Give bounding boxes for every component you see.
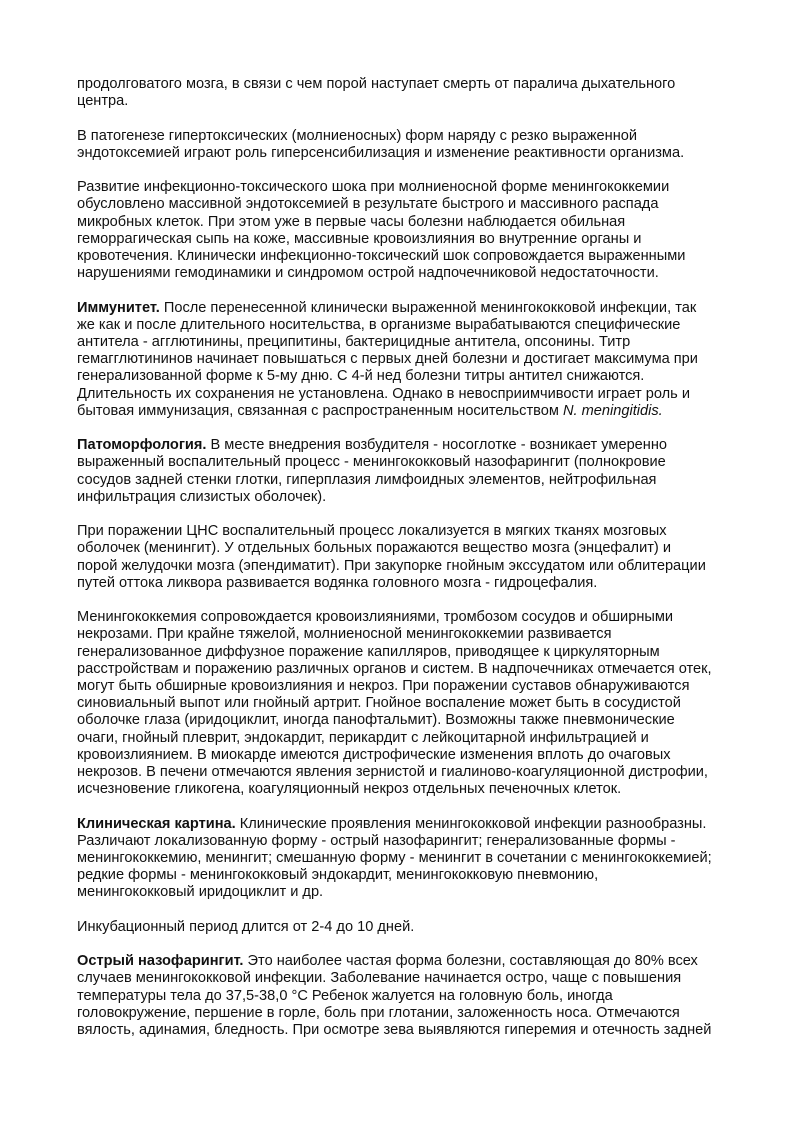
paragraph-text-line: обусловлено массивной эндотоксемией в результате быстрого и массивного распада [77,196,659,213]
document-body [77,76,727,1056]
paragraph-text-line: кровоизлиянием. В миокарде имеются дистрофические изменения вплоть до очаговых [77,746,671,763]
paragraph-text-line: генерализованное диффузное поражение капилляров, приводящее к циркуляторным [77,643,660,660]
paragraph-text-line: менингококковый иридоциклит и др. [77,884,324,901]
paragraph-text-line: Клинические проявления менингококковой инфекции разнообразны. [235,815,707,832]
paragraph-text-line: оболочек (менингит). У отдельных больных поражаются вещество мозга (энцефалит) и [77,540,671,557]
paragraph-text-line: геморрагическая сыпь на коже, массивные кровоизлияния во внутренние органы и [77,230,642,247]
paragraph [77,523,727,592]
paragraph-text-line: путей оттока ликвора развивается водянка головного мозга - гидроцефалия. [77,574,598,591]
paragraph-text-line: некрозов. В печени отмечаются явления зернистой и гиалиново-коагуляционной дистрофии, [77,764,708,781]
paragraph-text-line: некрозами. При крайне тяжелой, молниеносной менингококкемии развивается [77,626,612,643]
paragraph-text-line: кровотечения. Клинически инфекционно-токсический шок сопровождается выраженными [77,248,686,264]
paragraph-text-line: микробных клеток. При этом уже в первые часы болезни наблюдается обильная [77,213,626,230]
paragraph-text-line: Менингококкемия сопровождается кровоизлияниями, тромбозом сосудов и обширными [77,609,674,626]
paragraph-text-line: В патогенезе гипертоксических (молниеносных) форм наряду с резко выраженной [77,127,638,144]
section-heading: Острый назофарингит. [77,953,244,970]
paragraph-text-line: продолговатого мозга, в связи с чем порой наступает смерть от паралича дыхательного [77,76,676,92]
paragraph-text-line: В месте внедрения возбудителя - носоглотке - возникает умеренно [206,437,668,454]
species-name: N. meningitidis. [562,402,663,419]
paragraph-text-line: могут быть обширные кровоизлияния и некроз. При поражении суставов обнаруживаются [77,678,690,695]
section-heading: Иммунитет. [77,299,160,316]
paragraph-text-line: нарушениями гемодинамики и синдромом острой надпочечниковой недостаточности. [77,265,659,282]
paragraph-text-line: синовиальный выпот или гнойный артрит. Гнойное воспаление может быть в сосудистой [77,695,681,712]
paragraph-text-line: Развитие инфекционно-токсического шока при молниеносной форме менингококкемии [77,179,670,196]
paragraph-text-line: центра. [77,93,129,110]
paragraph-text-line: антитела - агглютинины, преципитины, бактерицидные антитела, опсонины. Титр [77,334,631,350]
paragraph-text-line: исчезновение гликогена, коагуляционный некроз отдельных печеночных клеток. [77,781,622,798]
paragraph-text-line: бытовая иммунизация, связанная с распространенным носительством [77,402,563,419]
paragraph [77,179,727,282]
paragraph [77,437,727,506]
paragraph-text-line: инфильтрация слизистых оболочек). [77,488,327,505]
paragraph-text-line: очаги, гнойный плеврит, эндокардит, перикардит с лейкоцитарной инфильтрацией и [77,729,649,746]
paragraph-text-line: сосудов задней стенки глотки, гиперплазия лимфоидных элементов, нейтрофильная [77,471,657,488]
paragraph-text-line: После перенесенной клинически выраженной менингококковой инфекции, так [159,299,697,316]
paragraph-text-line: редкие формы - менингококковый эндокардит, менингококковую пневмонию, [77,867,599,884]
paragraph-text-line: температуры тела до 37,5-38,0 °С Ребенок жалуется на головную боль, иногда [77,987,613,1004]
paragraph-text-line: Различают локализованную форму - острый назофарингит; генерализованные формы - [77,832,676,849]
section-heading: Патоморфология. [77,437,207,454]
paragraph-text-line: вялость, адинамия, бледность. При осмотре зева выявляются гиперемия и отечность задней [77,1022,712,1039]
paragraph [77,919,727,936]
paragraph-text-line: порой желудочки мозга (эпендиматит). При закупорке гнойным экссудатом или облитерации [77,557,706,574]
paragraph-text-line: гемагглютининов начинает повышаться с первых дней болезни и достигает максимума при [77,351,698,368]
paragraph-text-line: генерализованной форме к 5-му дню. С 4-й нед болезни титры антител снижаются. [77,368,645,385]
paragraph [77,953,727,1039]
paragraph-text-line: случаев менингококковой инфекции. Заболевание начинается остро, чаще с повышения [77,970,682,987]
paragraph-text-line: При поражении ЦНС воспалительный процесс локализуется в мягких тканях мозговых [77,523,667,540]
paragraph-text-line: менингококкемию, менингит; смешанную форму - менингит в сочетании с менингококкемией; [77,850,712,867]
paragraph-text-line: Длительность их сохранения не установлена. Однако в невосприимчивости играет роль и [77,385,690,402]
paragraph-text-line: расстройствам и поражению различных органов и систем. В надпочечниках отмечается отек, [77,660,712,677]
section-heading: Клиническая картина. [77,815,236,832]
paragraph-text-line: оболочке глаза (иридоциклит, иногда панофтальмит). Возможны также пневмонические [77,712,675,729]
paragraph [77,300,727,420]
paragraph [77,76,727,110]
paragraph-text-line: же как и после длительного носительства, в организме вырабатываются специфические [77,316,681,333]
paragraph-text-line: выраженный воспалительный процесс - менингококковый назофарингит (полнокровие [77,454,666,471]
paragraph-text-line: Это наиболее частая форма болезни, составляющая до 80% всех [243,953,698,970]
paragraph [77,816,727,902]
paragraph [77,128,727,162]
paragraph [77,609,727,798]
paragraph-text-line: эндотоксемией играют роль гиперсенсибилизация и изменение реактивности организма. [77,144,685,161]
paragraph-text-line: головокружение, першение в горле, боль при глотании, заложенность носа. Отмечаются [77,1004,680,1021]
paragraph-text-line: Инкубационный период длится от 2-4 до 10 дней. [77,918,415,935]
